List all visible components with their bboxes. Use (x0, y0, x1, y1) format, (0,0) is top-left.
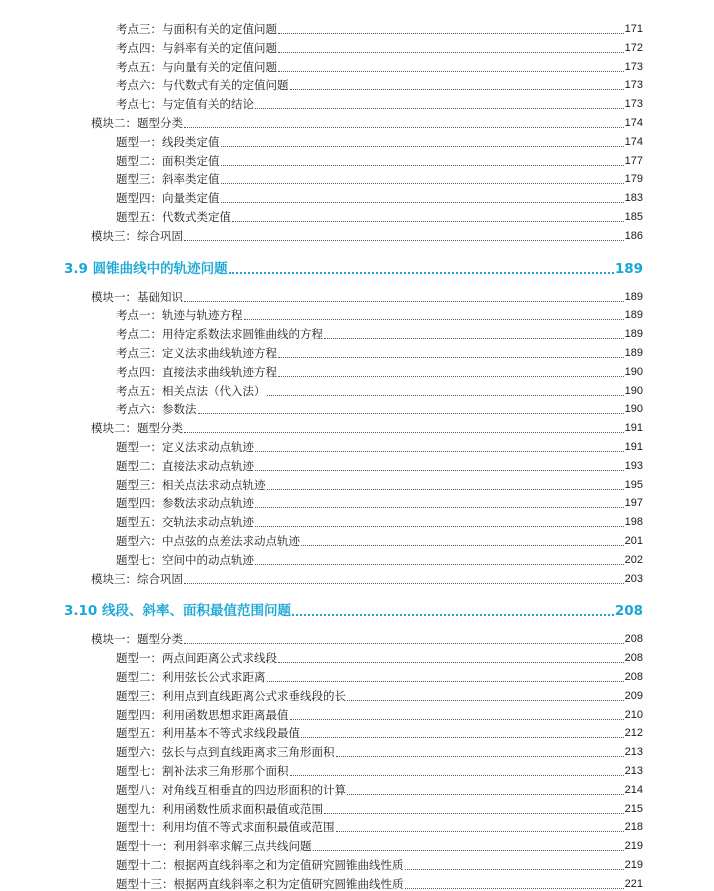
toc-entry[interactable] (116, 459, 643, 473)
toc-dot-leader (336, 831, 624, 832)
toc-page-number: 203 (624, 572, 643, 585)
toc-page-number: 173 (624, 98, 643, 111)
toc-entry-title: 题型三：利用点到直线距离公式求垂线段的长 (116, 688, 346, 703)
toc-page-number: 198 (624, 516, 643, 529)
toc-entry[interactable] (91, 229, 643, 243)
toc-page-number: 214 (624, 783, 643, 796)
toc-entry-title: 题型七：割补法求三角形那个面积 (116, 764, 289, 778)
toc-entry-title: 题型六：弦长与点到直线距离求三角形面积 (116, 745, 335, 760)
toc-entry-title: 考点一：轨迹与轨迹方程 (116, 308, 243, 323)
toc-dot-leader (278, 33, 624, 34)
toc-page-number: 202 (624, 553, 643, 566)
toc-page-number: 197 (624, 497, 643, 510)
toc-dot-leader (324, 338, 624, 339)
toc-page-number: 189 (624, 290, 643, 303)
toc-entry-title: 题型一：线段类定值 (116, 134, 220, 149)
toc-entry[interactable] (91, 290, 643, 304)
toc-page-number: 190 (624, 365, 643, 378)
toc-page-number: 185 (624, 211, 643, 223)
toc-entry-title: 题型三：相关点法求动点轨迹 (116, 477, 266, 492)
toc-dot-leader (184, 643, 624, 644)
toc-entry[interactable] (116, 689, 643, 703)
toc-page-number: 190 (624, 384, 643, 397)
toc-entry[interactable] (116, 802, 643, 816)
toc-entry-title: 模块二：题型分类 (91, 421, 183, 436)
toc-entry-title: 题型六：中点弦的点差法求动点轨迹 (116, 534, 300, 548)
toc-dot-leader (255, 526, 624, 527)
toc-entry[interactable] (116, 478, 643, 492)
toc-dot-leader (405, 888, 624, 889)
toc-page-number: 218 (624, 821, 643, 834)
toc-page-number: 177 (624, 154, 643, 167)
toc-page-number: 210 (624, 708, 643, 721)
toc-entry[interactable] (116, 60, 643, 74)
toc-page-number: 189 (624, 309, 643, 322)
toc-entry-title: 考点三：定义法求曲线轨迹方程 (116, 346, 277, 360)
toc-page-number: 193 (624, 459, 643, 472)
toc-entry-title: 模块一：基础知识 (91, 289, 183, 304)
toc-page-number: 219 (624, 840, 643, 853)
toc-section-heading[interactable] (64, 602, 643, 620)
toc-entry[interactable] (116, 839, 643, 853)
toc-entry-title: 考点七：与定值有关的结论 (116, 97, 254, 112)
toc-page-number: 190 (624, 403, 643, 416)
toc-entry[interactable] (116, 440, 643, 454)
toc-page-number: 212 (624, 727, 643, 740)
toc-page-number: 208 (624, 652, 643, 665)
toc-entry[interactable] (116, 534, 643, 548)
toc-entry[interactable] (116, 670, 643, 684)
toc-page-number: 191 (624, 422, 643, 435)
toc-page-number: 221 (624, 877, 643, 890)
toc-page-number: 186 (624, 229, 643, 242)
toc-page-number: 173 (624, 79, 643, 92)
toc-page-number: 213 (624, 746, 643, 759)
toc-page-number: 201 (624, 535, 643, 547)
toc-dot-leader (244, 319, 624, 320)
toc-dot-leader (255, 507, 624, 508)
toc-page-number: 172 (624, 41, 643, 54)
toc-page-number: 195 (624, 478, 643, 491)
toc-dot-leader (278, 376, 624, 377)
toc-entry-title: 考点六：参数法 (116, 402, 197, 417)
toc-entry-title: 题型九：利用函数性质求面积最值或范围 (116, 801, 323, 816)
toc-dot-leader (336, 756, 624, 757)
toc-entry[interactable] (116, 820, 643, 834)
toc-dot-leader (267, 395, 624, 396)
toc-entry-title: 考点四：直接法求曲线轨迹方程 (116, 364, 277, 379)
toc-dot-leader (347, 794, 624, 795)
toc-entry-title: 题型十二：根据两直线斜率之和为定值研究圆锥曲线性质 (116, 858, 404, 872)
toc-entry[interactable] (116, 877, 643, 891)
toc-entry-title: 题型一：两点间距离公式求线段 (116, 651, 277, 666)
toc-dot-leader (229, 272, 614, 274)
toc-page-number: 174 (624, 117, 643, 129)
toc-entry-title: 题型八：对角线互相垂直的四边形面积的计算 (116, 782, 346, 797)
toc-entry-title: 考点四：与斜率有关的定值问题 (116, 40, 277, 55)
toc-entry[interactable] (116, 346, 643, 360)
toc-dot-leader (278, 52, 624, 53)
toc-entry[interactable] (116, 78, 643, 92)
toc-entry[interactable] (116, 210, 643, 224)
toc-entry[interactable] (116, 154, 643, 168)
toc-entry[interactable] (116, 41, 643, 55)
toc-page-number: 208 (624, 671, 643, 683)
toc-entry-title: 考点五：相关点法（代入法） (116, 383, 266, 398)
toc-entry[interactable] (116, 172, 643, 186)
toc-dot-leader (290, 719, 624, 720)
toc-entry-title: 题型一：定义法求动点轨迹 (116, 440, 254, 454)
toc-entry[interactable] (116, 745, 643, 759)
toc-entry[interactable] (116, 22, 643, 36)
toc-dot-leader (292, 614, 614, 616)
toc-page-number: 208 (624, 633, 643, 646)
toc-entry[interactable] (116, 384, 643, 398)
toc-entry-title: 模块三：综合巩固 (91, 228, 183, 243)
toc-page-number: 179 (624, 173, 643, 186)
toc-entry-title: 模块二：题型分类 (91, 116, 183, 130)
toc-entry-title: 题型五：交轨法求动点轨迹 (116, 515, 254, 530)
toc-entry[interactable] (116, 191, 643, 205)
toc-dot-leader (278, 357, 624, 358)
toc-page-number: 183 (624, 192, 643, 205)
toc-entry-title: 考点三：与面积有关的定值问题 (116, 22, 277, 36)
toc-entry[interactable] (116, 651, 643, 665)
toc-dot-leader (255, 108, 624, 109)
toc-page-number: 213 (624, 765, 643, 777)
toc-dot-leader (290, 89, 624, 90)
toc-dot-leader (255, 470, 624, 471)
toc-dot-leader (278, 71, 624, 72)
toc-entry-title: 题型五：利用基本不等式求线段最值 (116, 726, 300, 741)
toc-entry-title: 题型七：空间中的动点轨迹 (116, 552, 254, 567)
toc-entry[interactable] (116, 553, 643, 567)
toc-dot-leader (184, 240, 624, 241)
toc-entry-title: 题型二：直接法求动点轨迹 (116, 458, 254, 473)
toc-dot-leader (347, 700, 624, 701)
toc-page-number: 219 (624, 859, 643, 871)
toc-entry-title: 题型三：斜率类定值 (116, 172, 220, 187)
toc-page-number: 189 (624, 347, 643, 359)
toc-dot-leader (301, 545, 624, 546)
toc-dot-leader (313, 850, 624, 851)
toc-dot-leader (405, 869, 624, 870)
toc-page-number: 208 (614, 603, 643, 620)
toc-dot-leader (301, 737, 624, 738)
toc-entry[interactable] (91, 632, 643, 646)
toc-dot-leader (184, 127, 624, 128)
toc-page-number: 215 (624, 802, 643, 815)
toc-entry-title: 题型十三：根据两直线斜率之积为定值研究圆锥曲线性质 (116, 876, 404, 891)
toc-entry[interactable] (91, 421, 643, 435)
toc-entry[interactable] (116, 135, 643, 149)
toc-entry-title: 模块三：综合巩固 (91, 571, 183, 586)
toc-entry-title: 题型二：面积类定值 (116, 153, 220, 168)
toc-entry[interactable] (116, 858, 643, 872)
toc-entry-title: 题型二：利用弦长公式求距离 (116, 670, 266, 684)
toc-entry[interactable] (116, 365, 643, 379)
toc-entry-title: 3.9 圆锥曲线中的轨迹问题 (64, 260, 228, 277)
toc-entry[interactable] (116, 402, 643, 416)
toc-section-heading[interactable] (64, 260, 643, 278)
toc-page-number: 173 (624, 60, 643, 73)
toc-entry-title: 模块一：题型分类 (91, 632, 183, 647)
toc-dot-leader (184, 301, 624, 302)
toc-entry[interactable] (116, 515, 643, 529)
toc-entry[interactable] (91, 572, 643, 586)
toc-dot-leader (198, 413, 624, 414)
toc-entry[interactable] (116, 783, 643, 797)
toc-entry[interactable] (116, 308, 643, 322)
toc-dot-leader (324, 813, 624, 814)
toc-dot-leader (278, 662, 624, 663)
toc-dot-leader (255, 451, 624, 452)
toc-page-number: 209 (624, 689, 643, 702)
toc-page-number: 171 (624, 23, 643, 35)
toc-entry[interactable] (91, 116, 643, 130)
toc-entry-title: 考点二：用待定系数法求圆锥曲线的方程 (116, 327, 323, 342)
toc-page-number: 189 (614, 260, 643, 277)
toc-entry-title: 题型四：利用函数思想求距离最值 (116, 707, 289, 722)
toc-entry-title: 题型十：利用均值不等式求面积最值或范围 (116, 820, 335, 835)
toc-dot-leader (221, 146, 624, 147)
toc-dot-leader (232, 221, 624, 222)
toc-entry[interactable] (116, 496, 643, 510)
toc-entry[interactable] (116, 726, 643, 740)
toc-dot-leader (255, 564, 624, 565)
toc-dot-leader (290, 775, 624, 776)
toc-page-number: 191 (624, 441, 643, 453)
toc-entry[interactable] (116, 97, 643, 111)
toc-entry[interactable] (116, 708, 643, 722)
toc-entry-title: 题型十一：利用斜率求解三点共线问题 (116, 839, 312, 854)
toc-entry-title: 题型四：向量类定值 (116, 191, 220, 206)
toc-dot-leader (184, 583, 624, 584)
toc-entry-title: 考点五：与向量有关的定值问题 (116, 59, 277, 74)
toc-page-number: 174 (624, 135, 643, 148)
toc-entry[interactable] (116, 764, 643, 778)
toc-dot-leader (267, 489, 624, 490)
toc-dot-leader (221, 165, 624, 166)
toc-dot-leader (267, 681, 624, 682)
toc-entry-title: 题型五：代数式类定值 (116, 210, 231, 224)
toc-page-number: 189 (624, 328, 643, 341)
toc-dot-leader (221, 183, 624, 184)
toc-entry-title: 考点六：与代数式有关的定值问题 (116, 78, 289, 93)
toc-dot-leader (184, 432, 624, 433)
toc-dot-leader (221, 202, 624, 203)
toc-entry-title: 题型四：参数法求动点轨迹 (116, 496, 254, 511)
toc-entry[interactable] (116, 327, 643, 341)
toc-entry-title: 3.10 线段、斜率、面积最值范围问题 (64, 603, 292, 620)
